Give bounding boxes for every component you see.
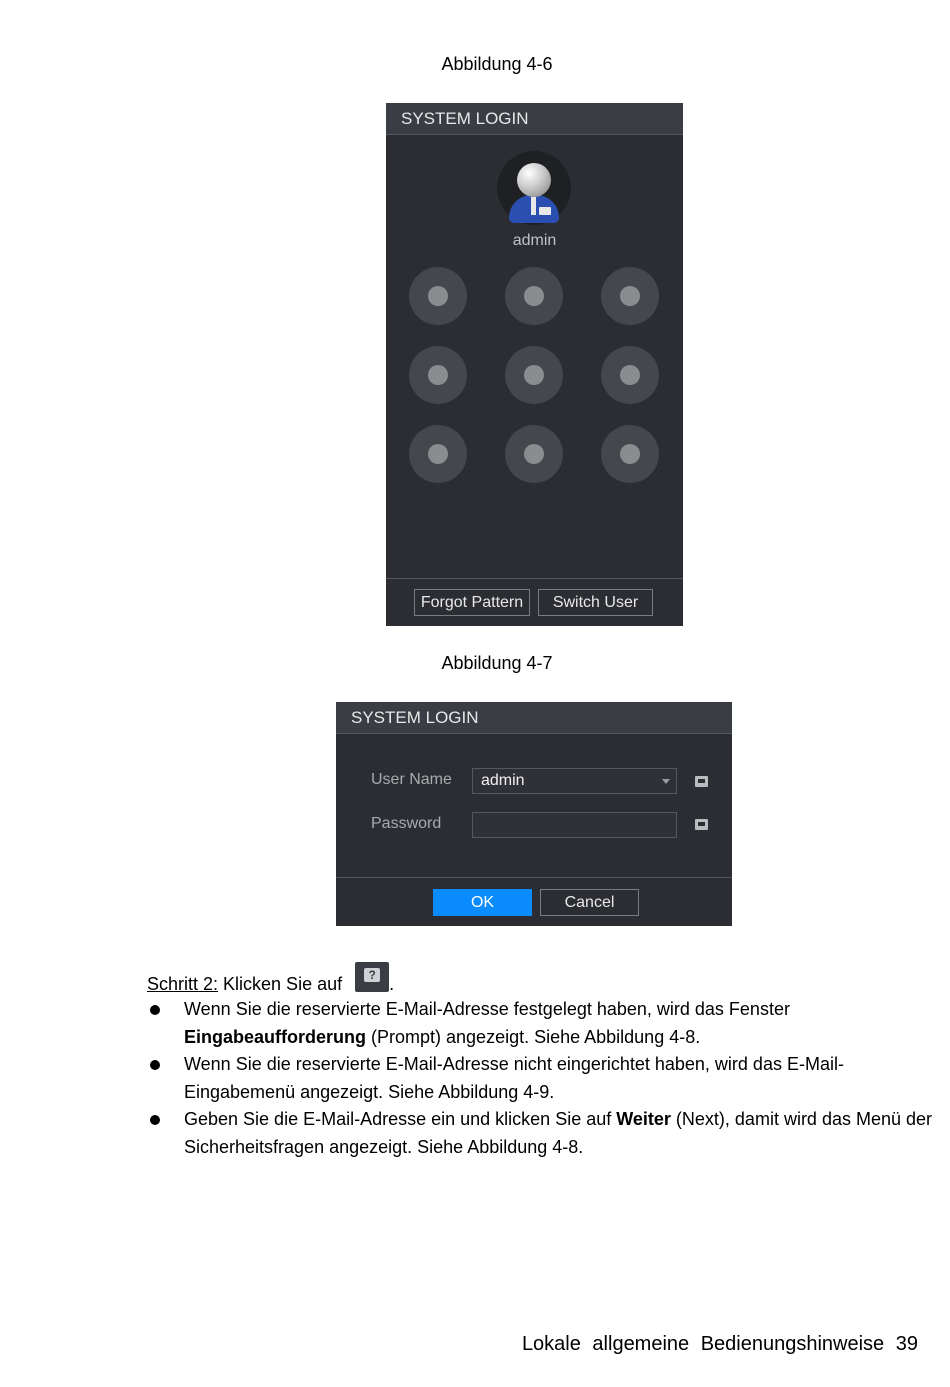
step-instruction: Schritt 2: Klicken Sie auf ? .	[147, 962, 394, 998]
username-field-label: User Name	[371, 771, 452, 788]
user-avatar-icon	[497, 151, 571, 225]
footer-section: Lokale allgemeine Bedienungshinweise	[521, 1333, 885, 1355]
list-item: Wenn Sie die reservierte E-Mail-Adresse nicht eingerichtet haben, wird das E-Mail-Eingabemenü angezeigt. Siehe Abbildung 4-9.	[147, 1051, 937, 1106]
password-login-dialog	[336, 702, 732, 926]
pattern-dot-5[interactable]	[505, 346, 563, 404]
figure-caption: Abbildung 4-7	[441, 653, 553, 673]
footer-divider	[386, 578, 683, 579]
list-item: Geben Sie die E-Mail-Adresse ein und klicken Sie auf Weiter (Next), damit wird das Menü der Sicherheitsfragen angezeigt. Siehe Abbildung 4-8.	[147, 1106, 937, 1161]
pattern-login-dialog	[386, 103, 683, 626]
pattern-dot-8[interactable]	[505, 425, 563, 483]
figure-caption: Abbildung 4-6	[441, 54, 553, 74]
pattern-dot-6[interactable]	[601, 346, 659, 404]
bullet-list	[147, 996, 937, 1161]
pattern-dot-3[interactable]	[601, 267, 659, 325]
question-icon[interactable]	[695, 819, 708, 830]
cancel-button[interactable]: Cancel	[540, 889, 639, 916]
page-number: 39	[895, 1333, 918, 1355]
step-label: Schritt 2:	[147, 974, 219, 994]
pattern-dot-9[interactable]	[601, 425, 659, 483]
dialog-title: SYSTEM LOGIN	[336, 702, 732, 734]
question-icon: ?	[355, 962, 389, 992]
username-select-value: admin	[481, 772, 525, 789]
page-footer	[522, 1333, 918, 1356]
step-text: Klicken Sie auf	[218, 974, 348, 994]
password-field-label: Password	[371, 815, 442, 832]
pattern-dot-1[interactable]	[409, 267, 467, 325]
forgot-pattern-button[interactable]: Forgot Pattern	[414, 589, 530, 616]
password-input[interactable]	[472, 812, 677, 838]
list-item: Wenn Sie die reservierte E-Mail-Adresse festgelegt haben, wird das Fenster Eingabeaufforderung (Prompt) angezeigt. Siehe Abbildung 4-8.	[147, 996, 937, 1051]
footer-divider	[336, 877, 732, 878]
pattern-dot-4[interactable]	[409, 346, 467, 404]
keyboard-icon[interactable]	[695, 776, 708, 787]
ok-button[interactable]: OK	[433, 889, 532, 916]
pattern-dot-7[interactable]	[409, 425, 467, 483]
chevron-down-icon	[662, 779, 670, 784]
username-select[interactable]	[472, 768, 677, 794]
dialog-title: SYSTEM LOGIN	[386, 103, 683, 135]
switch-user-button[interactable]: Switch User	[538, 589, 653, 616]
pattern-dot-2[interactable]	[505, 267, 563, 325]
username-label: admin	[512, 232, 557, 249]
